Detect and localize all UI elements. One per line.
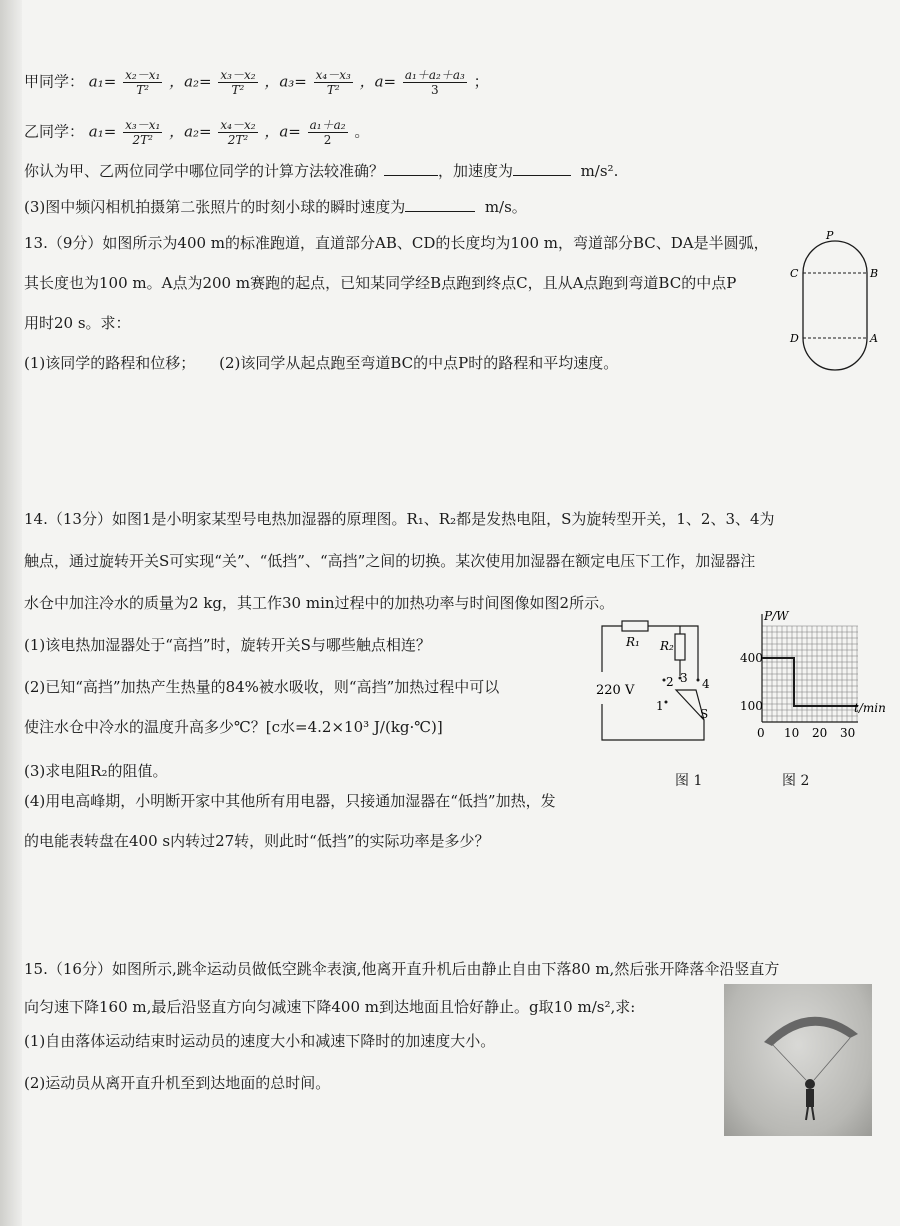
jia-label: 甲同学： [24,72,85,91]
switch-S: S [700,707,709,721]
q14-sub4a: (4)用电高峰期，小明断开家中其他所有用电器，只接通加湿器在“低挡”加热，发 [24,792,556,810]
num: x₄－x₃ [315,68,351,82]
jia-a-frac [403,68,467,97]
label-D: D [790,332,799,345]
num: a₁＋a₂＋a₃ [404,68,465,82]
parachute-photo [724,984,872,1136]
q12-ask [24,160,618,181]
q13-subquestions [24,352,618,373]
jia-a3-frac [314,68,353,97]
yi-label: 乙同学： [24,122,85,141]
q14-line2: 触点，通过旋转开关S可实现“关”、“低挡”、“高挡”之间的切换。某次使用加湿器在额定电压下工作，加湿器注 [24,552,756,570]
den: T² [326,83,340,97]
num: x₄－x₂ [220,118,256,132]
q14-sub2b: 使注水仓中冷水的温度升高多少℃？[c水=4.2×10³ J/(kg·℃)] [24,718,443,736]
contact-4: 4 [702,677,710,691]
q15-sub2: (2)运动员从离开直升机至到达地面的总时间。 [24,1074,331,1092]
parachutist-image [724,984,872,1136]
q12-ask-text: 你认为甲、乙两位同学中哪位同学的计算方法较准确？ [24,162,385,180]
graph-grid [762,626,858,722]
tick-20: 20 [812,726,828,740]
q13-line2: 其长度也为100 m。A点为200 m赛跑的起点，已知某同学经B点跑到终点C，且从A点跑到弯道BC的中点P [24,274,737,292]
jia-a1: a₁= [88,72,117,91]
q12-p3-text: (3)图中频闪相机拍摄第二张照片的时刻小球的瞬时速度为 [24,198,406,216]
jia-a2: ，a₂= [169,72,212,91]
yi-a2-frac [218,118,257,147]
yi-formula [24,118,369,147]
power-time-graph [740,604,890,744]
y-axis-label: P/W [764,609,789,623]
tick-0: 0 [757,726,765,740]
label-P: P [826,229,834,242]
answer-blank-1[interactable] [384,175,438,176]
yi-a1: a₁= [88,122,117,141]
num: x₂－x₁ [125,68,161,82]
den: T² [231,83,245,97]
q14-line3: 水仓中加注冷水的质量为2 kg，其工作30 min过程中的加热功率与时间图像如图2所示。 [24,594,615,612]
power-curve [762,658,858,706]
q15-line2: 向匀速下降160 m,最后沿竖直方向匀减速下降400 m到达地面且恰好静止。g取10 m/s²,求: [24,998,636,1016]
den: 2 [323,133,332,147]
jia-a1-frac [123,68,162,97]
den: 2T² [132,133,153,147]
q12-p3-unit: m/s。 [484,198,527,216]
den: 3 [431,83,439,97]
label-voltage: 220 V [596,683,635,698]
jia-a3: ，a₃= [264,72,307,91]
q13-line1: 13.（9分）如图所示为400 m的标准跑道，直道部分AB、CD的长度均为100 m，弯道部分BC、DA是半圆弧， [24,234,769,252]
contact-3: 3 [680,671,688,685]
jia-a: ，a= [359,72,397,91]
q13-sub2: (2)该同学从起点跑至弯道BC的中点P时的路程和平均速度。 [219,354,619,372]
den: 2T² [227,133,249,147]
jia-end: ； [473,72,489,91]
contact-2: 2 [666,675,674,689]
tick-30: 30 [840,726,856,740]
jia-formula [24,68,489,97]
yi-a-frac [308,118,348,147]
contact-1: 1 [656,699,664,713]
yi-a1-frac [123,118,162,147]
label-R1: R₁ [626,635,640,649]
num: x₃－x₁ [125,118,161,132]
answer-blank-3[interactable] [405,211,475,212]
label-B: B [870,267,878,280]
scan-shadow [0,0,22,1226]
jia-a2-frac [218,68,257,97]
x-axis-label: t/min [854,701,886,715]
track-diagram [788,228,878,378]
circuit-diagram [596,612,730,752]
q14-sub4b: 的电能表转盘在400 s内转过27转，则此时“低挡”的实际功率是多少？ [24,832,490,850]
q15-sub1: (1)自由落体运动结束时运动员的速度大小和减速下降时的加速度大小。 [24,1032,496,1050]
den: T² [136,83,150,97]
tick-100: 100 [740,699,763,713]
q14-sub1: (1)该电热加湿器处于“高挡”时，旋转开关S与哪些触点相连？ [24,636,431,654]
q14-sub2a: (2)已知“高挡”加热产生热量的84%被水吸收，则“高挡”加热过程中可以 [24,678,500,696]
label-R2: R₂ [660,639,674,653]
yi-a: ，a= [264,122,301,141]
label-A: A [870,332,878,345]
q13-line3: 用时20 s。求： [24,314,131,332]
q12-ask2: ，加速度为 [438,162,514,180]
q15-line1: 15.（16分）如图所示,跳伞运动员做低空跳伞表演,他离开直升机后由静止自由下落80 m,然后张开降落伞沿竖直方 [24,960,780,978]
yi-a2: ，a₂= [169,122,212,141]
q12-part3 [24,196,527,217]
label-C: C [790,267,799,280]
num: a₁＋a₂ [309,118,346,132]
tick-400: 400 [740,651,763,665]
answer-blank-2[interactable] [513,175,571,176]
figure2-caption: 图 2 [782,773,810,789]
q14-line1: 14.（13分）如图1是小明家某型号电热加湿器的原理图。R₁、R₂都是发热电阻，S为旋转型开关，1、2、3、4为 [24,510,775,528]
num: x₃－x₂ [220,68,256,82]
q13-sub1: (1)该同学的路程和位移； [24,354,196,372]
yi-end: 。 [354,122,370,141]
q12-unit: m/s². [580,162,619,180]
tick-10: 10 [784,726,800,740]
figure1-caption: 图 1 [675,773,703,789]
q14-sub3: (3)求电阻R₂的阻值。 [24,762,168,780]
